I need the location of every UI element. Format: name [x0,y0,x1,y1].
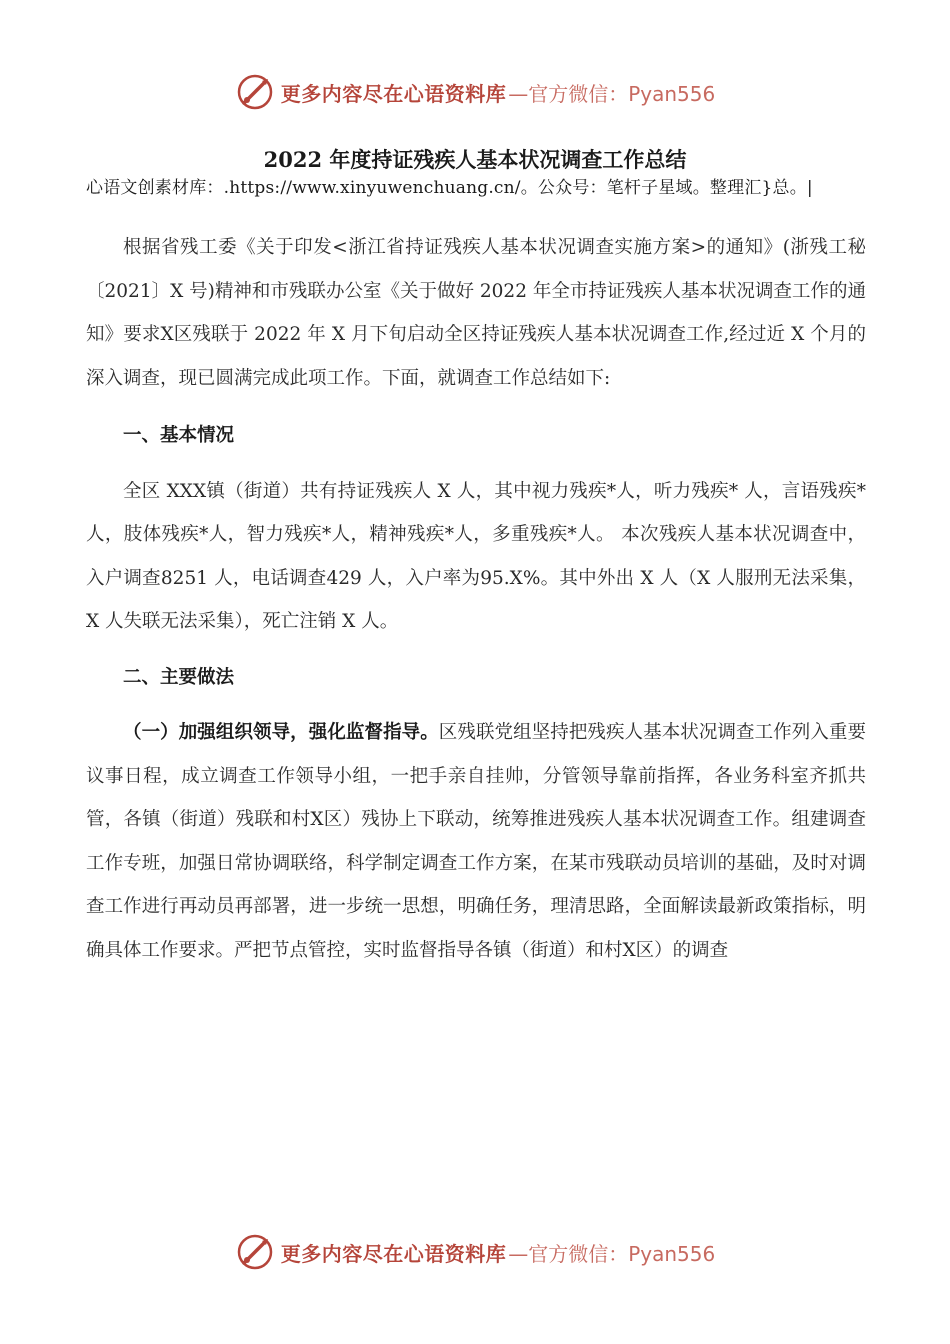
section-heading-basic-situation: 一、基本情况 [123,425,235,446]
brush-logo-icon [235,1232,275,1272]
basic-situation-paragraph: 全区 XXX镇（街道）共有持证残疾人 X 人，其中视力残疾*人，听力残疾* 人，言语残疾*人，肢体残疾*人，智力残疾*人，精神残疾*人，多重残疾*人。 本次残疾人基本状况调查中，入户调查8251 人，电话调查429 人，入户率为95.X%。其中外出 X 人（X 人服刑无法采集，X 人失联无法采集），死亡注销 X 人。 [86,480,866,632]
subsection-lead: （一）加强组织领导，强化监督指导。 [123,722,439,743]
watermark-banner-top [0,72,950,112]
subsection-body: 区残联党组坚持把残疾人基本状况调查工作列入重要议事日程，成立调查工作领导小组，一把手亲自挂帅，分管领导靠前指挥，各业务科室齐抓共管，各镇（街道）残联和村X区）残协上下联动，统筹推进残疾人基本状况调查工作。组建调查工作专班，加强日常协调联络，科学制定调查工作方案，在某市残联动员培训的基础，及时对调查工作进行再动员再部署，进一步统一思想，明确任务，理清思路，全面解读最新政策指标，明确具体工作要求。严把节点管控，实时监督指导各镇（街道）和村X区）的调查 [86,722,866,961]
section-heading-main-practices: 二、主要做法 [123,666,235,688]
watermark-wechat-text: —官方微信：Pyan556 [508,1241,716,1266]
document-body [86,226,866,972]
watermark-wechat-text: —官方微信：Pyan556 [508,81,716,106]
watermark-promo-text: 更多内容尽在心语资料库 [280,81,507,106]
document-title: 2022 年度持证残疾人基本状况调查工作总结 [263,147,687,172]
brush-logo-icon [235,72,275,112]
intro-paragraph: 根据省残工委《关于印发<浙江省持证残疾人基本状况调查实施方案>的通知》(浙残工秘〔2021〕X 号)精神和市残联办公室《关于做好 2022 年全市持证残疾人基本状况调查工作的通知》要求X区残联于 2022 年 X 月下旬启动全区持证残疾人基本状况调查工作,经过近 X 个月的深入调查，现已圆满完成此项工作。下面，就调查工作总结如下: [86,237,866,389]
watermark-banner-bottom [0,1232,950,1272]
practices-paragraph [86,711,866,972]
watermark-promo-text: 更多内容尽在心语资料库 [280,1241,507,1266]
source-line: 心语文创素材库：.https://www.xinyuwenchuang.cn/。公众号：笔杆子星域。整理汇}总。| [86,178,813,198]
